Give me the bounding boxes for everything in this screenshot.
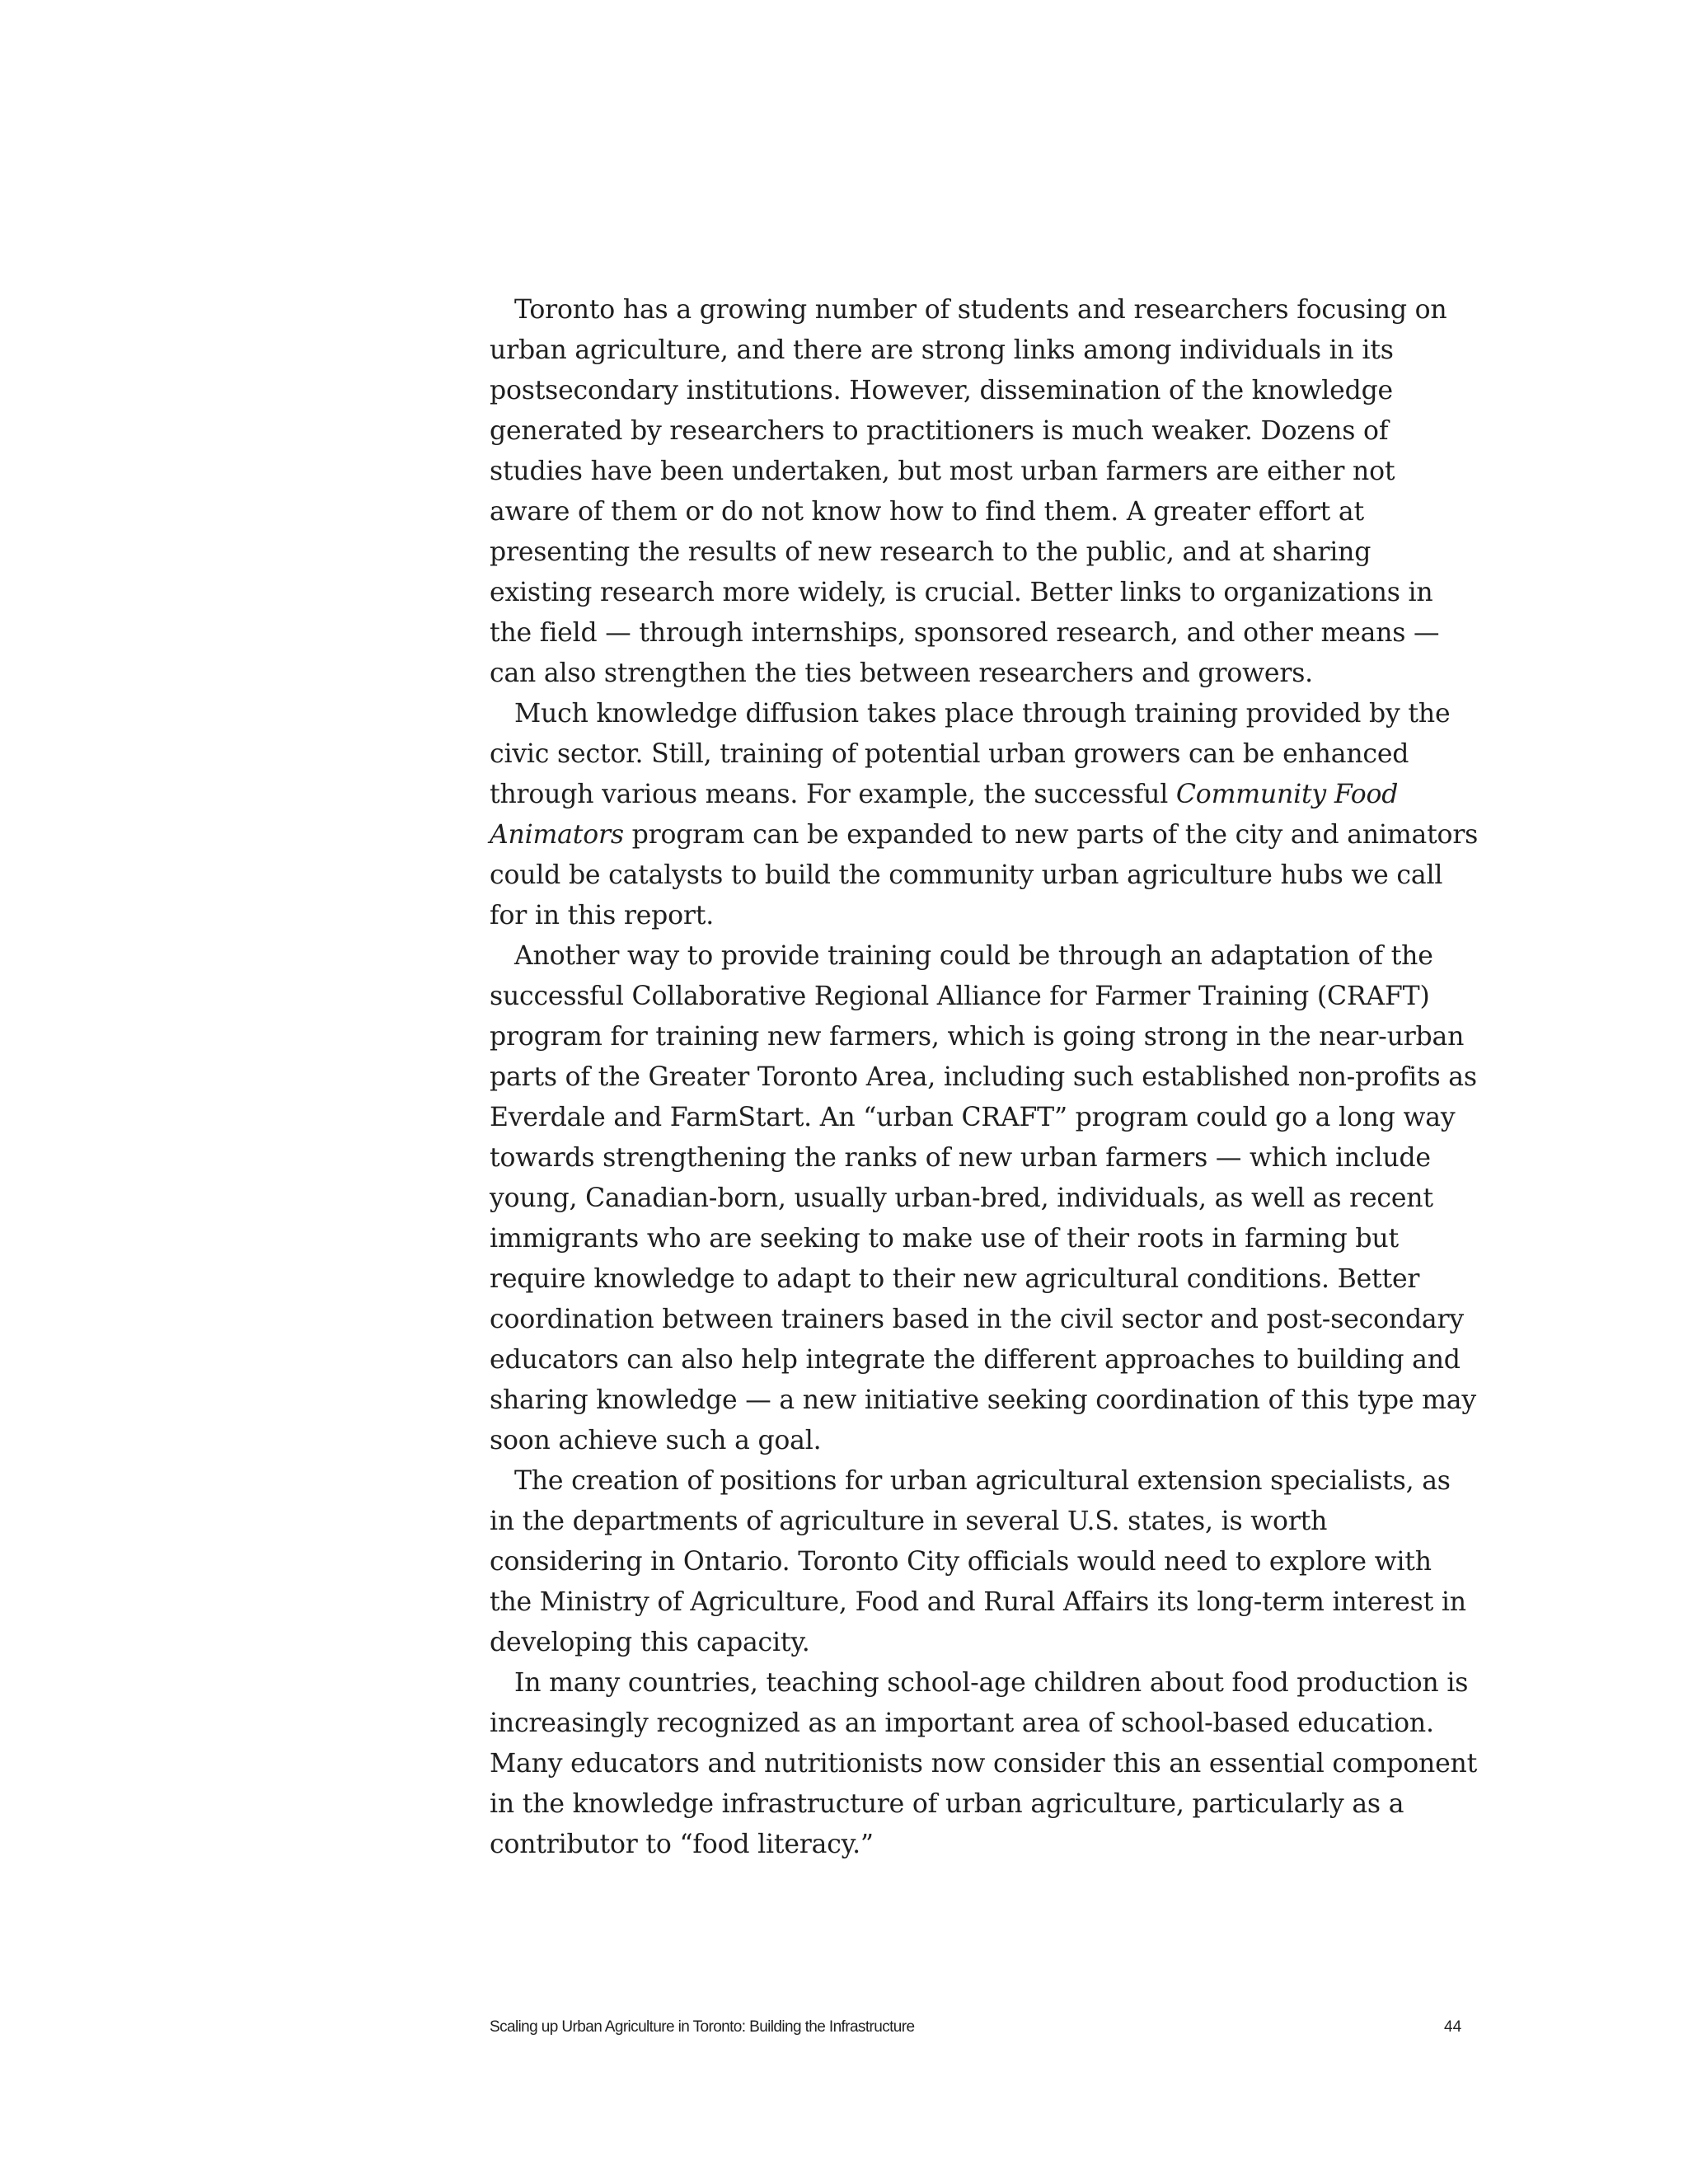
footer-page-number: 44 [1444, 2018, 1462, 2036]
paragraph-knowledge-diffusion [490, 694, 1479, 936]
paragraph-knowledge-diffusion-before: Much knowledge diffusion takes place through training provided by the civic sector. Still, training of potential urban growers can be enhanced through various means. For example, the successful [490, 699, 1451, 809]
paragraph-school-education: In many countries, teaching school-age children about food production is increasingly recognized as an important area of school-based education. Many educators and nutritionists now consider this an essential component in the knowledge infrastructure of urban agriculture, particularly as a contributor to “food literacy.” [490, 1668, 1478, 1859]
paragraph-researchers: Toronto has a growing number of students and researchers focusing on urban agriculture, and there are strong links among individuals in its postsecondary institutions. However, dissemination of the knowledge generated by researchers to practitioners is much weaker. Dozens of studies have been undertaken, but most urban farmers are either not aware of them or do not know how to find them. A greater effort at presenting the results of new research to the public, and at sharing existing research more widely, is crucial. Better links to organizations in the field — through internships, sponsored research, and other means — can also strengthen the ties between researchers and growers. [490, 295, 1447, 688]
paragraph-knowledge-diffusion-after: program can be expanded to new parts of the city and animators could be catalysts to build the community urban agriculture hubs we call for in this report. [490, 820, 1479, 930]
program-name-italic: Community Food Animators [490, 780, 1399, 850]
paragraph-extension-specialists: The creation of positions for urban agricultural extension specialists, as in the departments of agriculture in several U.S. states, is worth considering in Ontario. Toronto City officials would need to explore with the Ministry of Agriculture, Food and Rural Affairs its long-term interest in developing this capacity. [490, 1466, 1466, 1657]
body-text [490, 290, 1479, 1865]
footer-report-title: Scaling up Urban Agriculture in Toronto: Building the Infrastructure [490, 2018, 915, 2036]
paragraph-craft-training: Another way to provide training could be through an adaptation of the successful Collaborative Regional Alliance for Farmer Training (CRAFT) program for training new farmers, which is going strong in the near-urban parts of the Greater Toronto Area, including such established non-profits as Everdale and FarmStart. An “urban CRAFT” program could go a long way towards strengthening the ranks of new urban farmers — which include young, Canadian-born, usually urban-bred, individuals, as well as recent immigrants who are seeking to make use of their roots in farming but require knowledge to adapt to their new agricultural conditions. Better coordination between trainers based in the civil sector and post-secondary educators can also help integrate the different approaches to building and sharing knowledge — a new initiative seeking coordination of this type may soon achieve such a goal. [490, 941, 1477, 1455]
